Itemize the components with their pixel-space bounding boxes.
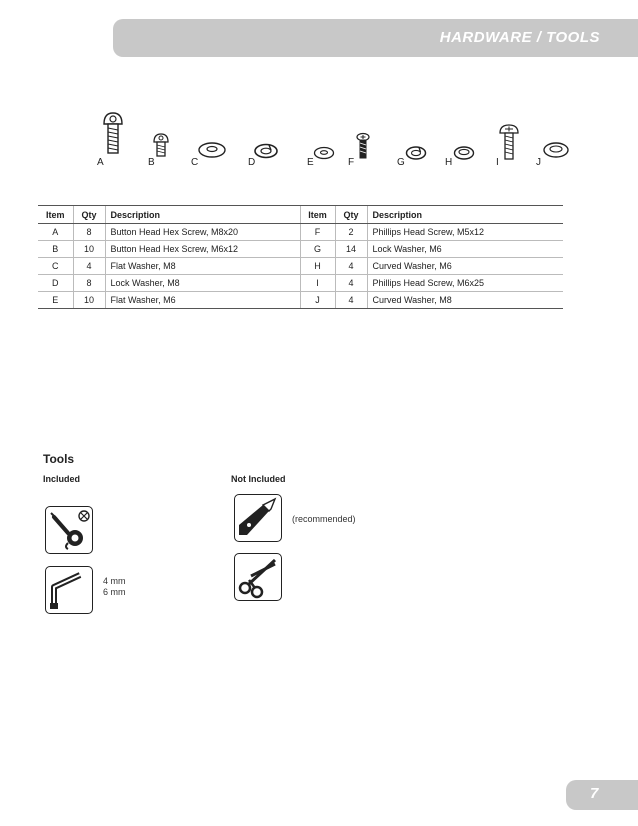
- cell-item: H: [300, 258, 335, 275]
- page-number-tab: [566, 780, 638, 810]
- part-letter-d: D: [248, 157, 256, 168]
- table-row: [38, 292, 563, 309]
- table-header-row: [38, 206, 563, 224]
- hardware-table: [38, 205, 563, 309]
- cell-qty: 10: [73, 241, 105, 258]
- col-header-description: Description: [105, 206, 300, 224]
- part-letter-j: J: [536, 157, 541, 168]
- cell-description: Curved Washer, M8: [367, 292, 563, 309]
- cell-description: Flat Washer, M8: [105, 258, 300, 275]
- col-header-qty: Qty: [73, 206, 105, 224]
- allen-key-size-4mm: 4 mm: [103, 576, 126, 586]
- cell-item: J: [300, 292, 335, 309]
- cell-description: Button Head Hex Screw, M8x20: [105, 224, 300, 241]
- part-letter-f: F: [348, 157, 355, 168]
- allen-key-icon: [45, 566, 93, 614]
- hardware-illustrations: [0, 110, 638, 170]
- part-letter-b: B: [148, 157, 155, 168]
- cell-description: Phillips Head Screw, M5x12: [367, 224, 563, 241]
- not-included-label: Not Included: [231, 474, 286, 484]
- page-number: 7: [590, 785, 599, 802]
- part-e-washer-icon: [313, 145, 335, 161]
- cell-description: Flat Washer, M6: [105, 292, 300, 309]
- part-a-screw-icon: [102, 110, 124, 155]
- table-row: [38, 224, 563, 241]
- cell-item: D: [38, 275, 73, 292]
- cell-qty: 4: [73, 258, 105, 275]
- part-letter-a: A: [97, 157, 104, 168]
- wrench-screwdriver-icon: [45, 506, 93, 554]
- header-bar: [113, 19, 638, 57]
- part-letter-g: G: [397, 157, 405, 168]
- cell-qty: 14: [335, 241, 367, 258]
- cell-item: G: [300, 241, 335, 258]
- cell-item: F: [300, 224, 335, 241]
- part-b-screw-icon: [153, 132, 169, 158]
- cell-qty: 4: [335, 275, 367, 292]
- cell-qty: 2: [335, 224, 367, 241]
- cell-item: B: [38, 241, 73, 258]
- cell-qty: 10: [73, 292, 105, 309]
- part-f-screw-icon: [356, 132, 370, 160]
- col-header-item: Item: [300, 206, 335, 224]
- part-letter-c: C: [191, 157, 199, 168]
- part-g-lock-washer-icon: [405, 144, 427, 162]
- cell-description: Phillips Head Screw, M6x25: [367, 275, 563, 292]
- col-header-item: Item: [38, 206, 73, 224]
- cell-qty: 8: [73, 224, 105, 241]
- cell-description: Button Head Hex Screw, M6x12: [105, 241, 300, 258]
- col-header-description: Description: [367, 206, 563, 224]
- part-letter-h: H: [445, 157, 453, 168]
- cell-qty: 4: [335, 292, 367, 309]
- allen-key-size-6mm: 6 mm: [103, 587, 126, 597]
- cell-qty: 8: [73, 275, 105, 292]
- table-row: [38, 275, 563, 292]
- cell-item: E: [38, 292, 73, 309]
- included-label: Included: [43, 474, 81, 484]
- knife-recommended-note: (recommended): [292, 514, 356, 524]
- cell-qty: 4: [335, 258, 367, 275]
- scissors-icon: [234, 553, 282, 601]
- part-letter-i: I: [496, 157, 499, 168]
- part-i-screw-icon: [499, 123, 519, 161]
- cell-description: Lock Washer, M6: [367, 241, 563, 258]
- cell-item: C: [38, 258, 73, 275]
- part-c-washer-icon: [197, 140, 227, 160]
- utility-knife-icon: [234, 494, 282, 542]
- table-row: [38, 258, 563, 275]
- cell-item: I: [300, 275, 335, 292]
- col-header-qty: Qty: [335, 206, 367, 224]
- part-h-curved-washer-icon: [453, 144, 475, 162]
- cell-description: Curved Washer, M6: [367, 258, 563, 275]
- table-row: [38, 241, 563, 258]
- part-letter-e: E: [307, 157, 314, 168]
- cell-item: A: [38, 224, 73, 241]
- cell-description: Lock Washer, M8: [105, 275, 300, 292]
- part-d-lock-washer-icon: [253, 141, 279, 161]
- part-j-curved-washer-icon: [542, 140, 570, 160]
- tools-heading: Tools: [43, 452, 75, 466]
- page-title: HARDWARE / TOOLS: [439, 29, 600, 46]
